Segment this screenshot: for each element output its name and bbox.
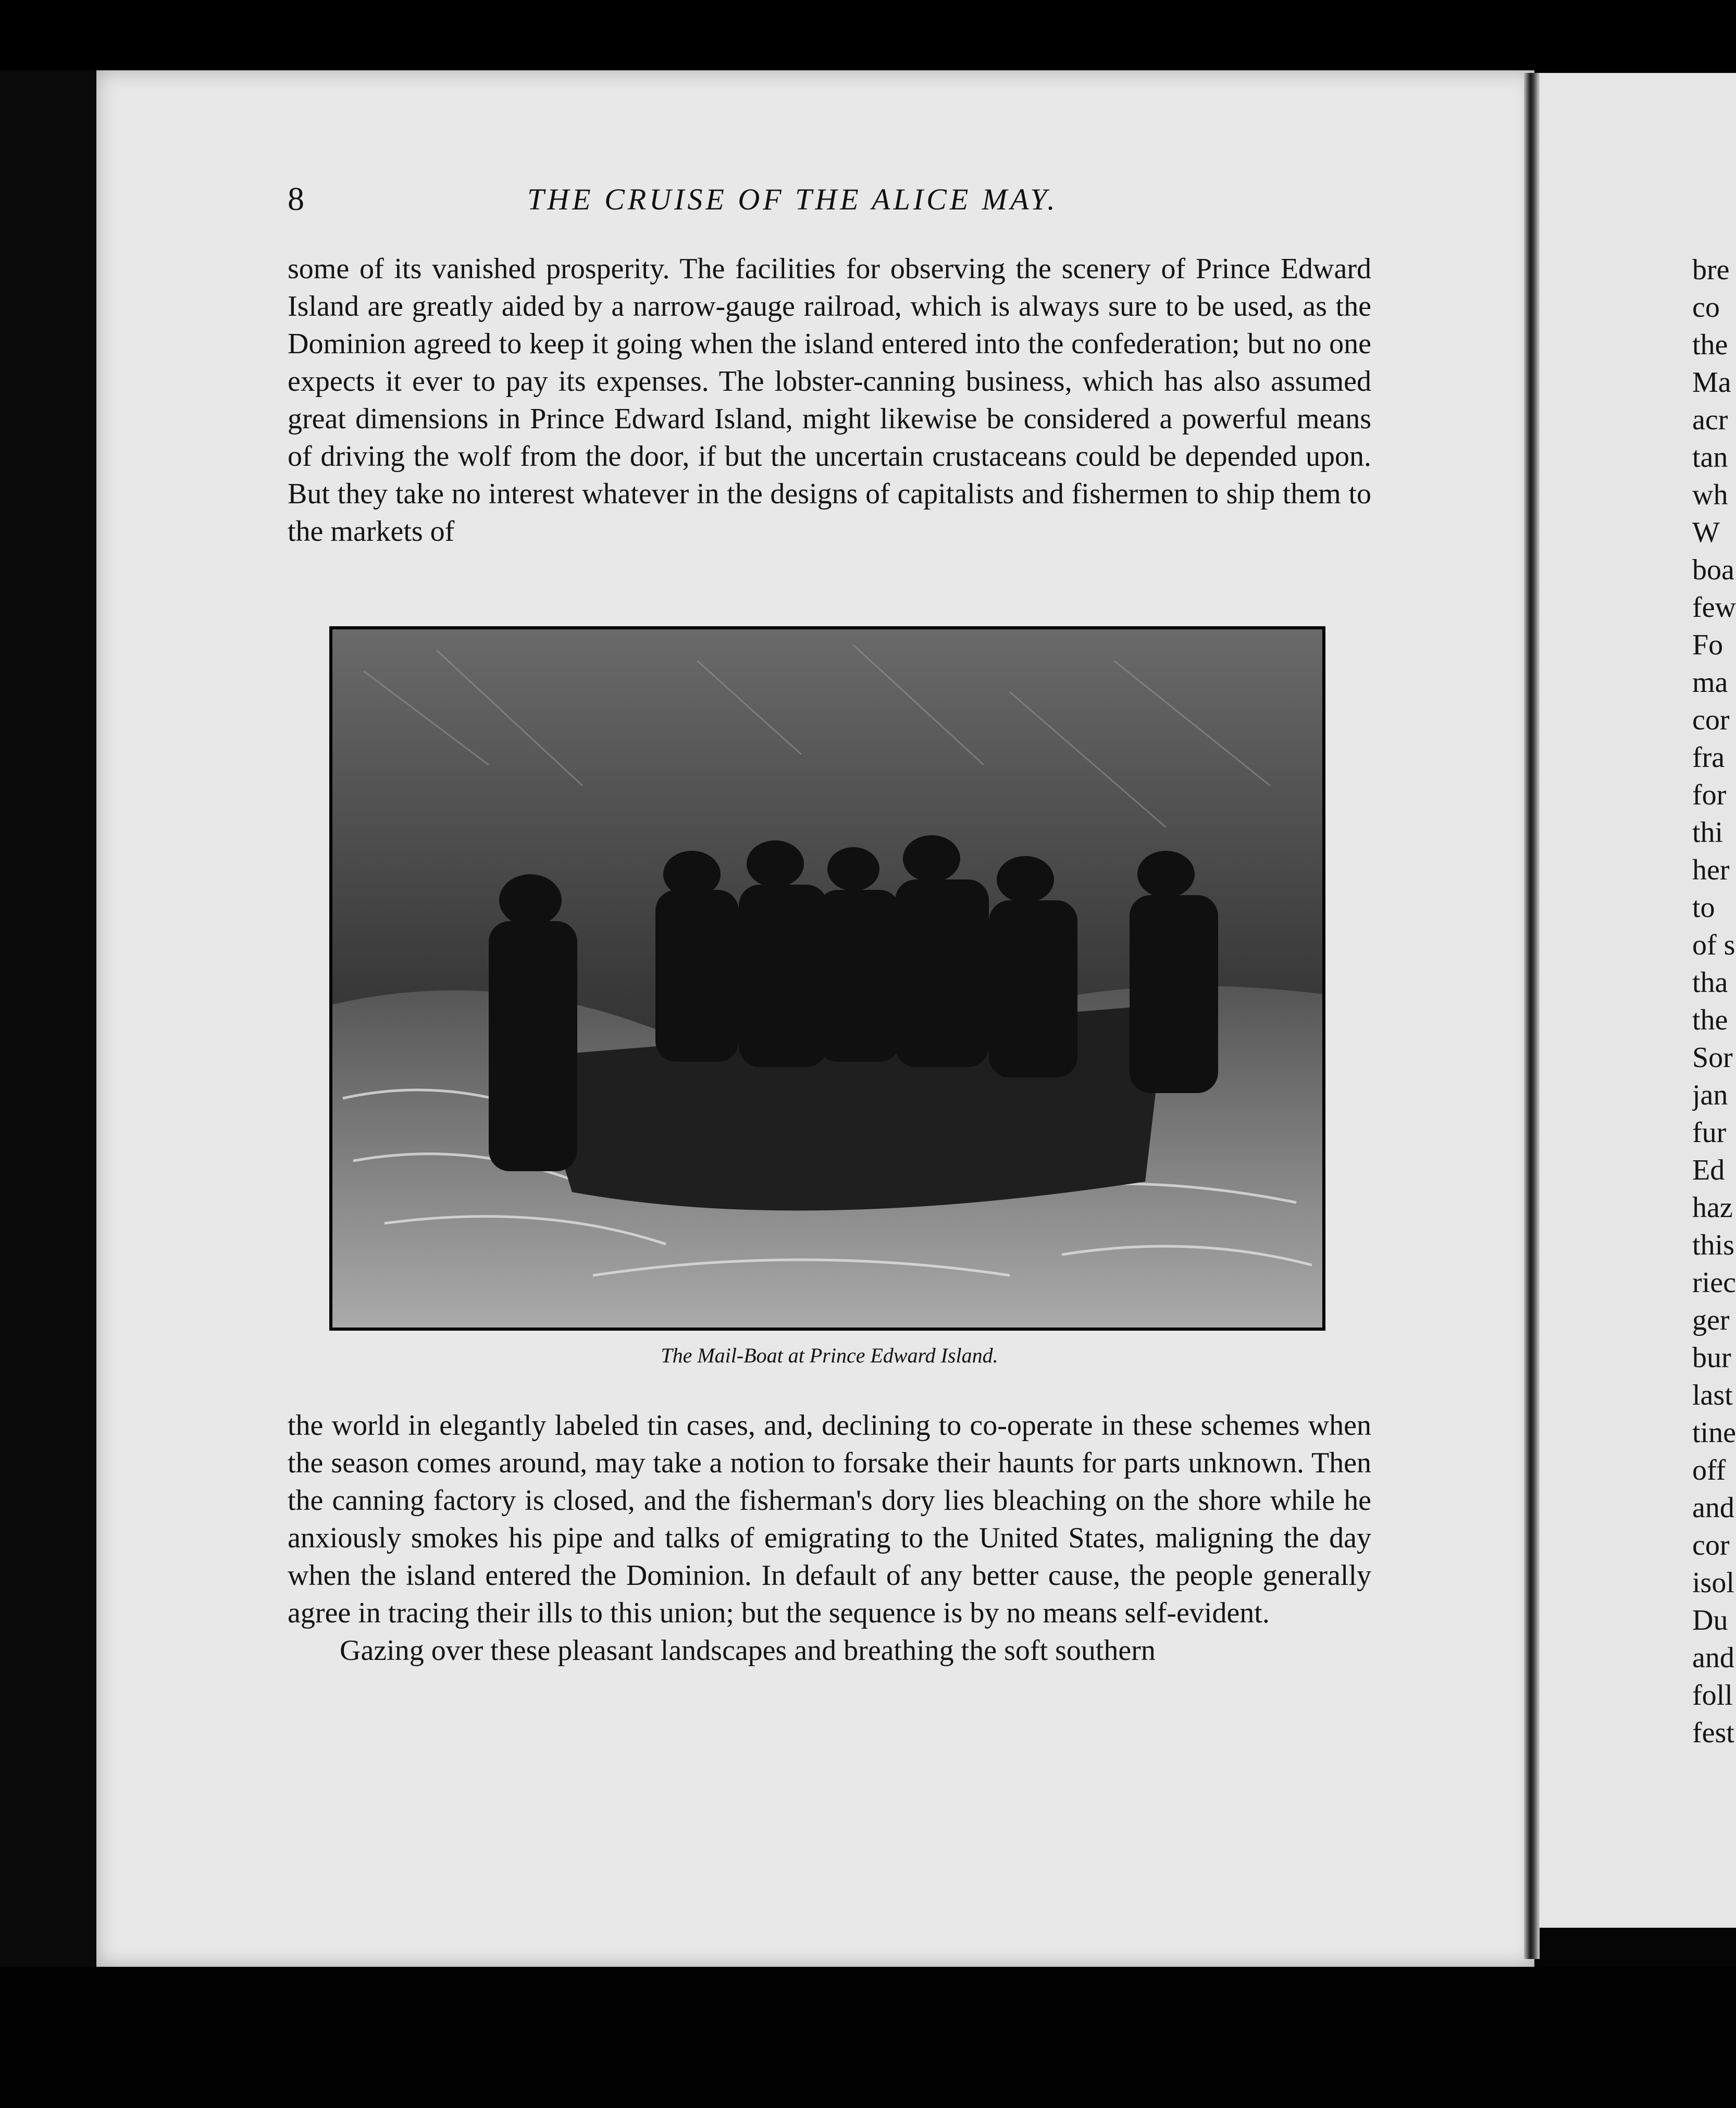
fragment: Ed bbox=[1692, 1154, 1725, 1186]
fragment: bre bbox=[1692, 254, 1730, 286]
fragment: ma bbox=[1692, 666, 1728, 699]
fragment: to bbox=[1692, 891, 1715, 924]
fragment: tan bbox=[1692, 441, 1728, 474]
engraving-image bbox=[332, 629, 1322, 1328]
fragment: wh bbox=[1692, 479, 1728, 511]
fragment: few bbox=[1692, 591, 1736, 624]
fragment: Ma bbox=[1692, 366, 1731, 399]
fragment: of s bbox=[1692, 929, 1735, 961]
fragment: ger bbox=[1692, 1304, 1730, 1336]
fragment: Sor bbox=[1692, 1041, 1733, 1074]
fragment: fest bbox=[1692, 1717, 1734, 1749]
fragment: tha bbox=[1692, 966, 1728, 999]
fragment: boa bbox=[1692, 554, 1734, 586]
fragment: and bbox=[1692, 1492, 1734, 1524]
fragment: thi bbox=[1692, 816, 1723, 849]
fragment: cor bbox=[1692, 1529, 1730, 1561]
fragment: last bbox=[1692, 1379, 1733, 1411]
top-text-block bbox=[288, 250, 1371, 550]
paragraph-top: some of its vanished prosperity. The facilities for observing the scenery of Prince Edward Island are greatly aided by a narrow-gauge railroad, which is always sure to be used, as the Dominion agreed to keep it going when the island entered into the confederation; but no one expects it ever to pay its expenses. The lobster-canning business, which has also assumed great dimensions in Prince Edward Island, might likewise be considered a powerful means of driving the wolf from the door, if but the uncertain crustaceans could be depended upon. But they take no interest whatever in the designs of capitalists and fishermen to ship them to the markets of bbox=[288, 253, 1371, 548]
fragment: foll bbox=[1692, 1679, 1733, 1712]
fragment: jan bbox=[1692, 1079, 1728, 1111]
paragraph-last: Gazing over these pleasant landscapes and breathing the soft southern bbox=[340, 1634, 1156, 1667]
fragment: isol bbox=[1692, 1567, 1734, 1599]
mail-boat-illustration bbox=[329, 626, 1325, 1331]
fragment: Du bbox=[1692, 1604, 1728, 1636]
paragraph-bottom: the world in elegantly labeled tin cases, and, declining to co-operate in these schemes when the season comes around, may take a notion to forsake their haunts for parts unknown. Then the canning factory is closed, and the fisherman's dory lies bleaching on the shore while he anxiously smokes his pipe and talks of emigrating to the United States, maligning the day when the island entered the Dominion. In default of any better cause, the people generally agree in tracing their ills to this union; but the sequence is by no means self-evident. bbox=[288, 1409, 1371, 1629]
fragment: W bbox=[1692, 516, 1720, 549]
scan-background-top bbox=[0, 0, 1736, 70]
fragment: fra bbox=[1692, 741, 1725, 774]
fragment: bur bbox=[1692, 1342, 1731, 1374]
running-title: THE CRUISE OF THE ALICE MAY. bbox=[527, 182, 1058, 216]
page-number: 8 bbox=[288, 180, 304, 217]
fragment: fur bbox=[1692, 1117, 1727, 1149]
page-header bbox=[288, 180, 1371, 227]
fragment: the bbox=[1692, 1004, 1728, 1036]
fragment: riec bbox=[1692, 1267, 1736, 1299]
scan-background-left bbox=[0, 0, 104, 2108]
fragment: acr bbox=[1692, 404, 1728, 436]
fragment: Fo bbox=[1692, 629, 1723, 661]
fragment: tine bbox=[1692, 1417, 1736, 1449]
figure-caption: The Mail-Boat at Prince Edward Island. bbox=[661, 1344, 998, 1367]
fragment: and bbox=[1692, 1642, 1734, 1674]
fragment: the bbox=[1692, 329, 1728, 361]
fragment: off bbox=[1692, 1454, 1726, 1486]
fragment: for bbox=[1692, 779, 1727, 811]
fragment: haz bbox=[1692, 1192, 1733, 1224]
facing-page-text bbox=[1692, 251, 1736, 1752]
scan-background-bottom bbox=[0, 1967, 1736, 2108]
book-gutter bbox=[1524, 73, 1540, 1959]
fragment: this bbox=[1692, 1229, 1734, 1261]
bottom-text-block bbox=[288, 1407, 1371, 1669]
fragment: her bbox=[1692, 854, 1730, 886]
fragment: co bbox=[1692, 291, 1720, 324]
fragment: cor bbox=[1692, 704, 1730, 736]
